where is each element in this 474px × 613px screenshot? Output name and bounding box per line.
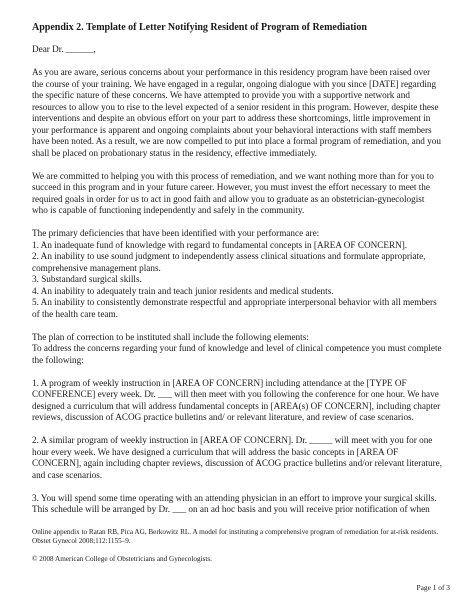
salutation: Dear Dr. ______, <box>32 44 96 54</box>
plan-section <box>32 332 442 367</box>
page-number: Page 1 of 3 <box>416 583 450 592</box>
footer-copyright: © 2008 American College of Obstetricians and Gynecologists. <box>32 554 212 563</box>
deficiencies-list <box>32 228 442 320</box>
footer-citation: Online appendix to Ratan RB, Pica AG, Berkowitz RL. A model for instituting a comprehensive program of remediation for at-risk residents. Obstet Gynecol 2008;112:1155–9. <box>32 527 439 545</box>
plan-lead: To address the concerns regarding your fund of knowledge and level of clinical competence you must complete the following: <box>32 343 442 365</box>
plan-intro: The plan of correction to be instituted shall include the following elements: <box>32 331 309 342</box>
document-title: Appendix 2. Template of Letter Notifying Resident of Program of Remediation <box>32 22 367 33</box>
plan-item-1: 1. A program of weekly instruction in [AREA OF CONCERN] including attendance at the [TYPE OF CONFERENCE] every week. Dr. ___ will then meet with you following the conference for one hour. We have designed a curriculum that will address fundamental concepts in [AREA(s) OF CONCERN], including chapter reviews, discussion of ACOG practice bulletins and/ or relevant literature, and review of case scenarios. <box>32 377 441 422</box>
list-item: 2. An inability to use sound judgment to independently assess clinical situations and formulate appropriate, comprehensive management plans. <box>32 251 426 273</box>
plan-item-3: 3. You will spend some time operating with an attending physician in an effort to improve your surgical skills. This schedule will be arranged by Dr. ___ on an ad hoc basis and you will receive prior notification of when <box>32 492 437 514</box>
list-item: 5. An inability to consistently demonstrate respectful and appropriate interpersonal behavior with all members of the health care team. <box>32 297 437 319</box>
list-item: 1. An inadequate fund of knowledge with regard to fundamental concepts in [AREA OF CONCERN]. <box>32 239 408 250</box>
paragraph-concerns: As you are aware, serious concerns about your performance in this residency program have been raised over the course of your training. We have engaged in a regular, ongoing dialogue with you since [DATE] regarding the specific nature of these concerns. We have attempted to provide you with a supportive network and resources to allow you to rise to the level expected of a senior resident in this program. However, despite these interventions and despite an obvious effort on your part to address these shortcomings, little improvement in your performance is apparent and ongoing complaints about your behavioral interactions with staff members have been noted. As a result, we are now compelled to put into place a formal program of remediation, and you shall be placed on probationary status in the residency, effective immediately. <box>32 67 441 158</box>
plan-item-2: 2. A similar program of weekly instruction in [AREA OF CONCERN]. Dr. _____ will meet with you for one hour every week. We have designed a curriculum that will address the basic concepts in [AREA OF CONCERN], again including chapter reviews, discussion of ACOG practice bulletins and/or relevant literature, and case scenarios. <box>32 435 443 480</box>
list-item: 3. Substandard surgical skills. <box>32 274 142 284</box>
list-item: 4. An inability to adequately train and teach junior residents and medical students. <box>32 285 334 296</box>
deficiencies-intro: The primary deficiencies that have been identified with your performance are: <box>32 228 320 238</box>
paragraph-commitment: We are committed to helping you with this process of remediation, and we want nothing more than for you to succeed in this program and in your future career. However, you must invest the effort necessary to meet the required goals in order for us to act in good faith and allow you to graduate as an obstetrician-gynecologist who is capable of functioning independently and safely in the community. <box>32 170 434 215</box>
